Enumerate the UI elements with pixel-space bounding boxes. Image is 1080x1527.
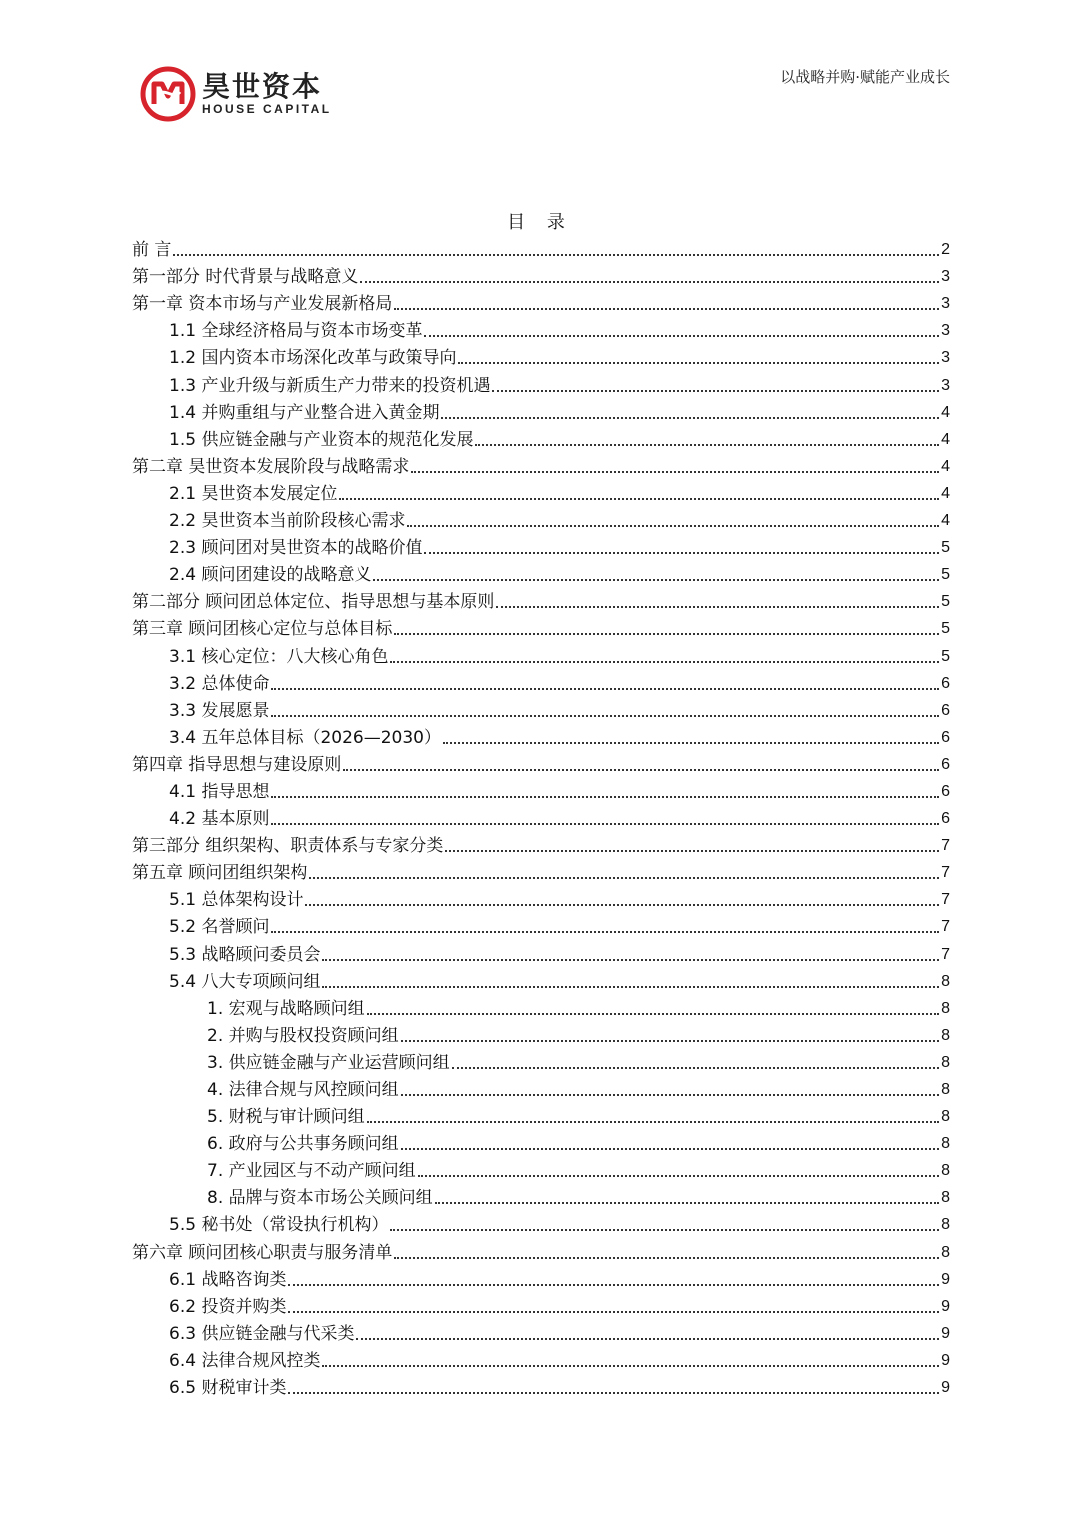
toc-entry[interactable] — [132, 993, 950, 1020]
toc-entry-title: 前 言 — [132, 240, 172, 261]
toc-entry-title: 6.3 供应链金融与代采类 — [169, 1323, 355, 1344]
toc-entry-page: 4 — [941, 457, 950, 475]
toc-entry-page: 9 — [941, 1270, 950, 1288]
toc-dot-leader — [288, 1392, 939, 1394]
toc-entry-page: 9 — [941, 1297, 950, 1315]
toc-dot-leader — [271, 715, 939, 717]
toc-entry-page: 5 — [941, 566, 950, 584]
toc-entry-page: 3 — [941, 349, 950, 367]
logo-chinese-name: 昊世资本 — [202, 70, 323, 103]
toc-entry[interactable] — [132, 1318, 950, 1345]
company-logo — [140, 66, 332, 122]
toc-entry[interactable] — [132, 776, 950, 803]
toc-dot-leader — [424, 335, 939, 337]
toc-dot-leader — [394, 1257, 939, 1259]
toc-entry-page: 6 — [941, 782, 950, 800]
toc-entry-page: 5 — [941, 647, 950, 665]
toc-entry-page: 9 — [941, 1324, 950, 1342]
toc-dot-leader — [367, 1013, 939, 1015]
toc-entry[interactable] — [132, 695, 950, 722]
toc-entry-title: 4.2 基本原则 — [169, 809, 270, 830]
toc-entry[interactable] — [132, 532, 950, 559]
toc-dot-leader — [373, 579, 939, 581]
toc-entry[interactable] — [132, 1155, 950, 1182]
toc-entry[interactable] — [132, 559, 950, 586]
toc-entry-page: 8 — [941, 1053, 950, 1071]
toc-entry[interactable] — [132, 369, 950, 396]
toc-entry-title: 1.3 产业升级与新质生产力带来的投资机遇 — [169, 375, 491, 396]
toc-entry-title: 第二章 昊世资本发展阶段与战略需求 — [132, 456, 410, 477]
toc-dot-leader — [418, 1175, 939, 1177]
toc-entry-title: 第三章 顾问团核心定位与总体目标 — [132, 619, 393, 640]
toc-dot-leader — [424, 552, 939, 554]
toc-dot-leader — [441, 417, 939, 419]
toc-dot-leader — [458, 362, 939, 364]
toc-dot-leader — [443, 742, 939, 744]
toc-entry[interactable] — [132, 938, 950, 965]
toc-entry-title: 3. 供应链金融与产业运营顾问组 — [207, 1052, 450, 1073]
table-of-contents — [132, 234, 950, 1399]
toc-entry[interactable] — [132, 1236, 950, 1263]
toc-dot-leader — [475, 444, 939, 446]
toc-entry-title: 6.2 投资并购类 — [169, 1296, 287, 1317]
toc-entry[interactable] — [132, 342, 950, 369]
toc-entry-page: 6 — [941, 674, 950, 692]
toc-entry-page: 7 — [941, 837, 950, 855]
toc-entry-page: 8 — [941, 1135, 950, 1153]
toc-entry[interactable] — [132, 803, 950, 830]
toc-entry-title: 2.4 顾问团建设的战略意义 — [169, 565, 372, 586]
toc-entry-title: 3.3 发展愿景 — [169, 700, 270, 721]
toc-entry-title: 第六章 顾问团核心职责与服务清单 — [132, 1242, 393, 1263]
toc-entry-title: 2.3 顾问团对昊世资本的战略价值 — [169, 538, 423, 559]
toc-entry-title: 3.4 五年总体目标（2026—2030） — [169, 727, 441, 748]
toc-entry[interactable] — [132, 668, 950, 695]
toc-entry-title: 5.4 八大专项顾问组 — [169, 971, 321, 992]
toc-entry[interactable] — [132, 586, 950, 613]
toc-entry-page: 3 — [941, 295, 950, 313]
toc-entry[interactable] — [132, 234, 950, 261]
toc-entry[interactable] — [132, 911, 950, 938]
toc-entry-page: 7 — [941, 945, 950, 963]
toc-entry[interactable] — [132, 1074, 950, 1101]
toc-dot-leader — [271, 688, 939, 690]
toc-entry-title: 5. 财税与审计顾问组 — [207, 1107, 365, 1128]
toc-entry-title: 2.2 昊世资本当前阶段核心需求 — [169, 511, 406, 532]
toc-dot-leader — [492, 390, 939, 392]
toc-entry-title: 1.4 并购重组与产业整合进入黄金期 — [169, 402, 440, 423]
toc-dot-leader — [394, 633, 939, 635]
toc-entry-title: 3.1 核心定位：八大核心角色 — [169, 646, 389, 667]
toc-dot-leader — [390, 661, 939, 663]
toc-dot-leader — [390, 1229, 939, 1231]
logo-english-name: HOUSE CAPITAL — [202, 102, 332, 116]
toc-entry-page: 8 — [941, 1081, 950, 1098]
toc-dot-leader — [394, 308, 939, 310]
toc-entry-page: 8 — [941, 1216, 950, 1234]
toc-entry[interactable] — [132, 451, 950, 478]
toc-entry-title: 6.1 战略咨询类 — [169, 1269, 287, 1290]
toc-entry-page: 6 — [941, 755, 950, 773]
toc-entry[interactable] — [132, 288, 950, 315]
toc-entry-page: 2 — [941, 241, 950, 259]
toc-entry-page: 3 — [941, 376, 950, 394]
toc-entry-page: 8 — [941, 1189, 950, 1207]
toc-entry-page: 6 — [941, 810, 950, 828]
toc-dot-leader — [271, 931, 939, 933]
toc-entry[interactable] — [132, 749, 950, 776]
toc-dot-leader — [356, 1338, 939, 1340]
toc-dot-leader — [288, 1311, 939, 1313]
toc-entry-title: 3.2 总体使命 — [169, 673, 270, 694]
toc-entry[interactable] — [132, 640, 950, 667]
toc-entry[interactable] — [132, 1101, 950, 1128]
page-header — [0, 0, 1080, 140]
toc-entry[interactable] — [132, 397, 950, 424]
toc-dot-leader — [401, 1148, 939, 1150]
toc-dot-leader — [322, 1365, 939, 1367]
toc-entry-title: 7. 产业园区与不动产顾问组 — [207, 1161, 416, 1182]
toc-entry[interactable] — [132, 857, 950, 884]
toc-dot-leader — [288, 1284, 939, 1286]
toc-entry[interactable] — [132, 1291, 950, 1318]
toc-entry-page: 4 — [941, 430, 950, 448]
toc-dot-leader — [173, 254, 939, 256]
toc-entry-title: 4.1 指导思想 — [169, 781, 270, 802]
toc-entry[interactable] — [132, 478, 950, 505]
toc-entry[interactable] — [132, 261, 950, 288]
toc-entry-title: 第二部分 顾问团总体定位、指导思想与基本原则 — [132, 592, 495, 613]
toc-entry-title: 6. 政府与公共事务顾问组 — [207, 1134, 399, 1155]
toc-title: 目 录 — [507, 212, 573, 233]
toc-entry[interactable] — [132, 830, 950, 857]
toc-entry-title: 2. 并购与股权投资顾问组 — [207, 1025, 399, 1046]
toc-entry[interactable] — [132, 424, 950, 451]
toc-entry-title: 5.1 总体架构设计 — [169, 890, 304, 911]
toc-entry-page: 8 — [941, 1162, 950, 1180]
toc-entry-page: 8 — [941, 999, 950, 1017]
toc-entry-page: 8 — [941, 1108, 950, 1126]
toc-dot-leader — [322, 959, 939, 961]
toc-entry[interactable] — [132, 315, 950, 342]
toc-entry[interactable] — [132, 884, 950, 911]
toc-entry[interactable] — [132, 1209, 950, 1236]
toc-entry-title: 1.2 国内资本市场深化改革与政策导向 — [169, 348, 457, 369]
toc-entry-page: 9 — [941, 1379, 950, 1397]
toc-entry[interactable] — [132, 1182, 950, 1209]
toc-entry-page: 7 — [941, 891, 950, 909]
toc-dot-leader — [452, 1067, 939, 1069]
toc-entry-page: 5 — [941, 539, 950, 557]
toc-entry[interactable] — [132, 1345, 950, 1372]
toc-entry[interactable] — [132, 966, 950, 993]
toc-dot-leader — [401, 1040, 939, 1042]
toc-entry-page: 5 — [941, 620, 950, 638]
toc-entry-title: 6.4 法律合规风控类 — [169, 1350, 321, 1371]
toc-dot-leader — [343, 769, 939, 771]
toc-entry-page: 4 — [941, 484, 950, 502]
toc-entry-page: 5 — [941, 593, 950, 611]
toc-entry[interactable] — [132, 613, 950, 640]
toc-dot-leader — [309, 877, 939, 879]
toc-entry-title: 2.1 昊世资本发展定位 — [169, 483, 338, 504]
toc-dot-leader — [435, 1202, 939, 1204]
toc-entry-title: 第三部分 组织架构、职责体系与专家分类 — [132, 836, 444, 857]
toc-entry-page: 8 — [941, 972, 950, 990]
toc-entry[interactable] — [132, 1128, 950, 1155]
toc-entry-page: 7 — [941, 918, 950, 936]
toc-entry-page: 3 — [941, 268, 950, 286]
toc-entry-page: 7 — [941, 864, 950, 882]
toc-entry-title: 5.2 名誉顾问 — [169, 917, 270, 938]
toc-entry-title: 4. 法律合规与风控顾问组 — [207, 1080, 399, 1100]
toc-dot-leader — [411, 471, 939, 473]
toc-dot-leader — [271, 823, 939, 825]
toc-entry-page: 4 — [941, 403, 950, 421]
toc-dot-leader — [339, 498, 939, 500]
toc-dot-leader — [360, 281, 939, 283]
toc-entry-page: 6 — [941, 701, 950, 719]
toc-entry[interactable] — [132, 722, 950, 749]
toc-entry-page: 3 — [941, 322, 950, 340]
toc-entry-title: 第一部分 时代背景与战略意义 — [132, 267, 359, 288]
toc-entry-title: 5.3 战略顾问委员会 — [169, 944, 321, 965]
toc-entry[interactable] — [132, 1264, 950, 1291]
toc-entry-title: 第一章 资本市场与产业发展新格局 — [132, 294, 393, 315]
toc-dot-leader — [496, 606, 939, 608]
toc-entry-title: 第五章 顾问团组织架构 — [132, 863, 308, 884]
toc-entry-page: 8 — [941, 1026, 950, 1044]
toc-entry[interactable] — [132, 505, 950, 532]
toc-dot-leader — [401, 1094, 939, 1096]
header-slogan: 以战略并购·赋能产业成长 — [780, 68, 950, 86]
toc-dot-leader — [322, 986, 939, 988]
toc-entry-title: 第四章 指导思想与建设原则 — [132, 754, 342, 775]
toc-entry-page: 8 — [941, 1243, 950, 1261]
toc-dot-leader — [407, 525, 939, 527]
toc-dot-leader — [271, 796, 939, 798]
toc-dot-leader — [445, 850, 939, 852]
toc-entry-title: 1.1 全球经济格局与资本市场变革 — [169, 321, 423, 342]
toc-entry-page: 6 — [941, 728, 950, 746]
toc-entry-title: 8. 品牌与资本市场公关顾问组 — [207, 1188, 433, 1209]
toc-entry-title: 1.5 供应链金融与产业资本的规范化发展 — [169, 429, 474, 450]
toc-entry-title: 5.5 秘书处（常设执行机构） — [169, 1215, 389, 1236]
toc-entry[interactable] — [132, 1372, 950, 1399]
toc-entry[interactable] — [132, 1047, 950, 1074]
house-capital-logo-icon — [140, 66, 196, 122]
toc-entry[interactable] — [132, 1020, 950, 1047]
toc-entry-page: 9 — [941, 1351, 950, 1369]
toc-dot-leader — [305, 904, 939, 906]
toc-entry-page: 4 — [941, 512, 950, 530]
toc-dot-leader — [367, 1121, 939, 1123]
toc-entry-title: 6.5 财税审计类 — [169, 1378, 287, 1399]
toc-entry-title: 1. 宏观与战略顾问组 — [207, 998, 365, 1019]
